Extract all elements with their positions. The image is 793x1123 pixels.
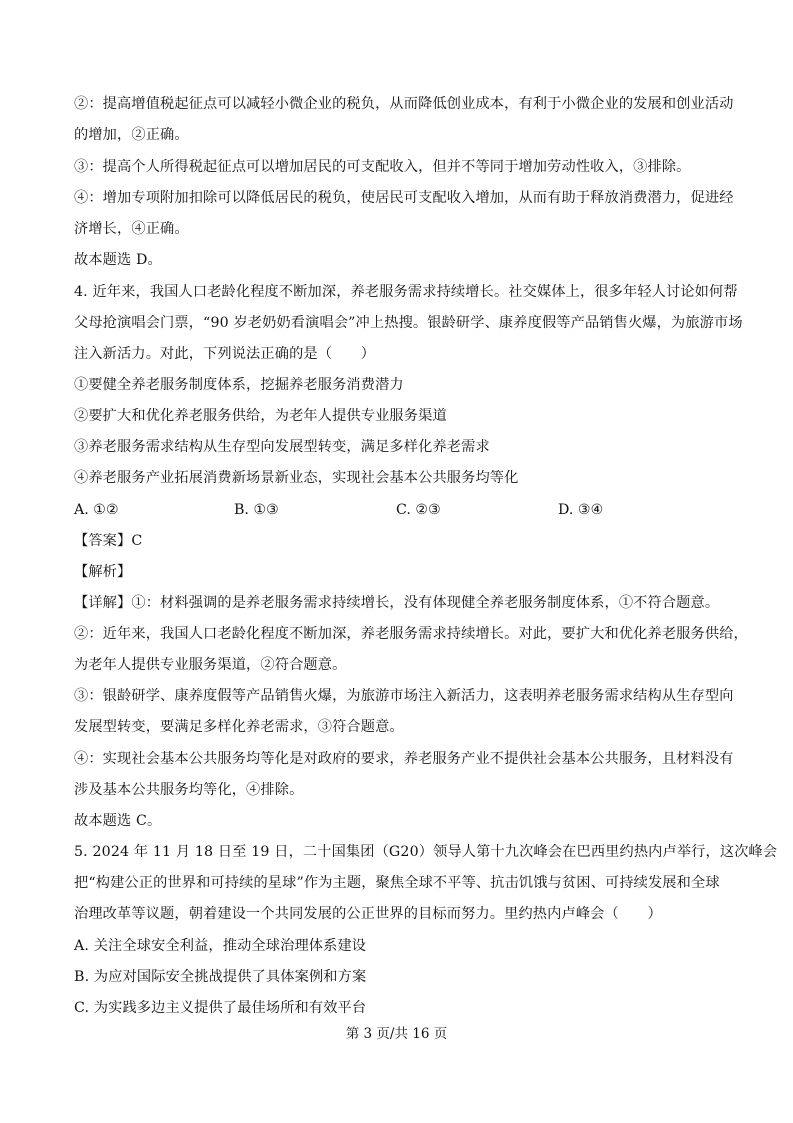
- explanation-line: 故本题选 C。: [74, 813, 162, 829]
- statement-2: ②要扩大和优化养老服务供给，为老年人提供专业服务渠道: [74, 408, 447, 424]
- answer-options: [74, 500, 734, 520]
- analysis-label: 【解析】: [74, 564, 132, 580]
- statement-4: ④养老服务产业拓展消费新场景新业态，实现社会基本公共服务均等化: [74, 470, 519, 486]
- page-number: 第 3 页/共 16 页: [345, 1026, 448, 1042]
- explanation-line: 涉及基本公共服务均等化，④排除。: [74, 782, 304, 798]
- text-line: 的增加，②正确。: [74, 127, 189, 143]
- explanation-line: ③：银龄研学、康养度假等产品销售火爆，为旅游市场注入新活力，这表明养老服务需求结构从生存型向: [74, 688, 734, 704]
- question-4-stem: 4. 近年来，我国人口老龄化程度不断加深，养老服务需求持续增长。社交媒体上，很多年轻人讨论如何帮: [74, 284, 738, 300]
- question-5-stem: 把“构建公正的世界和可持续的星球”作为主题，聚焦全球不平等、抗击饥饿与贫困、可持续发展和全球: [74, 875, 720, 891]
- statement-3: ③养老服务需求结构从生存型向发展型转变，满足多样化养老需求: [74, 439, 490, 455]
- explanation-line: 【详解】①：材料强调的是养老服务需求持续增长，没有体现健全养老服务制度体系，①不符合题意。: [74, 595, 720, 611]
- question-4-stem: 父母抢演唱会门票，“90 岁老奶奶看演唱会”冲上热搜。银龄研学、康养度假等产品销售火爆，为旅游市场: [74, 315, 743, 331]
- explanation-line: 发展型转变，要满足多样化养老需求，③符合题意。: [74, 719, 404, 735]
- answer-label: 【答案】C: [74, 533, 143, 549]
- statement-1: ①要健全养老服务制度体系，挖掘养老服务消费潜力: [74, 377, 404, 393]
- text-line: ④：增加专项附加扣除可以降低居民的税负，使居民可支配收入增加，从而有助于释放消费潜力，促进经: [74, 190, 734, 206]
- option-d: D. ③④: [558, 502, 604, 518]
- option-b: B. ①③: [234, 502, 279, 518]
- option-a: A. 关注全球安全利益，推动全球治理体系建设: [74, 938, 367, 954]
- question-5-stem: 5. 2024 年 11 月 18 日至 19 日，二十国集团（G20）领导人第十九次峰会在巴西里约热内卢举行，这次峰会: [74, 844, 778, 860]
- question-5-stem: 治理改革等议题，朝着建设一个共同发展的公正世界的目标而努力。里约热内卢峰会（ ）: [74, 906, 662, 922]
- question-4-stem: 注入新活力。对此，下列说法正确的是（ ）: [74, 346, 376, 362]
- option-b: B. 为应对国际安全挑战提供了具体案例和方案: [74, 969, 367, 985]
- text-line: 济增长，④正确。: [74, 221, 189, 237]
- explanation-line: ④：实现社会基本公共服务均等化是对政府的要求，养老服务产业不提供社会基本公共服务，且材料没有: [74, 751, 734, 767]
- option-c: C. ②③: [396, 502, 441, 518]
- explanation-line: 为老年人提供专业服务渠道，②符合题意。: [74, 657, 347, 673]
- text-line: ③：提高个人所得税起征点可以增加居民的可支配收入，但并不等同于增加劳动性收入，③排除。: [74, 159, 691, 175]
- text-line: 故本题选 D。: [74, 252, 162, 268]
- explanation-line: ②：近年来，我国人口老龄化程度不断加深，养老服务需求持续增长。对此，要扩大和优化养老服务供给，: [74, 626, 748, 642]
- option-c: C. 为实践多边主义提供了最佳场所和有效平台: [74, 1000, 367, 1016]
- text-line: ②：提高增值税起征点可以减轻小微企业的税负，从而降低创业成本，有利于小微企业的发展和创业活动: [74, 96, 734, 112]
- option-a: A. ①②: [74, 502, 119, 518]
